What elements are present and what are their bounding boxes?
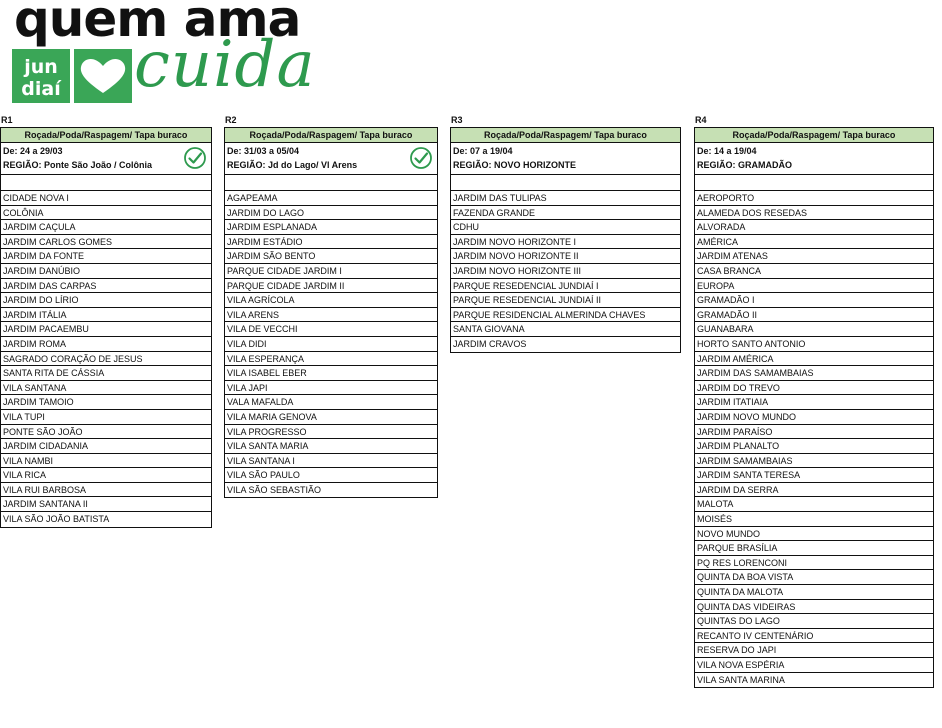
neighborhood-row: GRAMADÃO II [695,308,933,323]
neighborhood-row: ALAMEDA DOS RESEDAS [695,206,933,221]
neighborhood-row: JARDIM DO LAGO [225,206,437,221]
blank-row [1,175,211,191]
region-name: REGIÃO: NOVO HORIZONTE [453,160,577,170]
neighborhood-row: JARDIM SANTA TERESA [695,468,933,483]
neighborhood-row: FAZENDA GRANDE [451,206,680,221]
neighborhood-row: JARDIM DAS TULIPAS [451,191,680,206]
jundiai-badge [12,49,132,103]
neighborhood-row: JARDIM DAS CARPAS [1,279,211,294]
neighborhood-row: JARDIM DO LÍRIO [1,293,211,308]
neighborhood-row: COLÔNIA [1,206,211,221]
neighborhood-row: MALOTA [695,497,933,512]
neighborhood-row: VILA AGRÍCOLA [225,293,437,308]
blank-row [225,175,437,191]
neighborhood-row: JARDIM ITÁLIA [1,308,211,323]
neighborhood-row: PARQUE CIDADE JARDIM I [225,264,437,279]
neighborhood-row: VILA ESPERANÇA [225,352,437,367]
neighborhood-row: VILA DE VECCHI [225,322,437,337]
neighborhood-row: CASA BRANCA [695,264,933,279]
neighborhood-row: JARDIM ITATIAIA [695,395,933,410]
neighborhood-row: JARDIM SAMAMBAIAS [695,454,933,469]
neighborhood-row: PARQUE BRASÍLIA [695,541,933,556]
region-label: R4 [695,115,707,125]
date-range: De: 14 a 19/04 [697,146,757,156]
neighborhood-row: PQ RES LORENCONI [695,556,933,571]
neighborhood-row: JARDIM ESTÁDIO [225,235,437,250]
neighborhood-row: JARDIM ATENAS [695,249,933,264]
neighborhood-row: GRAMADÃO I [695,293,933,308]
neighborhood-row: VILA SANTA MARIA [225,439,437,454]
date-range: De: 07 a 19/04 [453,146,513,156]
neighborhood-row: AGAPEAMA [225,191,437,206]
neighborhood-row: JARDIM SANTANA II [1,497,211,512]
schedule-table [450,127,681,353]
neighborhood-row: NOVO MUNDO [695,527,933,542]
neighborhood-row: VILA SANTA MARINA [697,674,785,685]
neighborhood-row: JARDIM TAMOIO [1,395,211,410]
blank-row [695,175,933,191]
neighborhood-row: JARDIM AMÉRICA [695,352,933,367]
schedule-meta [225,143,437,175]
neighborhood-row: QUINTAS DO LAGO [695,614,933,629]
neighborhood-row: JARDIM CIDADANIA [1,439,211,454]
neighborhood-row: JARDIM NOVO HORIZONTE I [451,235,680,250]
neighborhood-row: VILA SANTANA [1,381,211,396]
neighborhood-row: SANTA RITA DE CÁSSIA [1,366,211,381]
neighborhood-row: AMÉRICA [695,235,933,250]
neighborhood-row: VILA RUI BARBOSA [1,483,211,498]
neighborhood-row: PARQUE CIDADE JARDIM II [225,279,437,294]
neighborhood-row: JARDIM NOVO HORIZONTE III [451,264,680,279]
neighborhood-row: VILA ISABEL EBER [225,366,437,381]
schedule-table [0,127,212,528]
schedule-meta [1,143,211,175]
neighborhood-row: ALVORADA [695,220,933,235]
neighborhood-row: PARQUE RESEDENCIAL JUNDIAÍ I [451,279,680,294]
neighborhood-row: AEROPORTO [695,191,933,206]
neighborhood-row: VILA SANTANA I [225,454,437,469]
neighborhood-row: EUROPA [695,279,933,294]
neighborhood-row: JARDIM CARLOS GOMES [1,235,211,250]
neighborhood-row: VILA ARENS [225,308,437,323]
neighborhood-row: VILA NAMBI [1,454,211,469]
neighborhood-row: JARDIM DANÚBIO [1,264,211,279]
logo-script-word: cuida [134,28,316,102]
schedule-meta [451,143,680,175]
neighborhood-row: VILA MARIA GENOVA [225,410,437,425]
neighborhood-row: JARDIM CRAVOS [453,338,527,349]
neighborhood-list [695,191,933,687]
neighborhood-row: JARDIM PARAÍSO [695,425,933,440]
date-range: De: 31/03 a 05/04 [227,146,300,156]
neighborhood-row: VILA TUPI [1,410,211,425]
neighborhood-row: SAGRADO CORAÇÃO DE JESUS [1,352,211,367]
region-label: R2 [225,115,237,125]
neighborhood-row: QUINTA DA MALOTA [695,585,933,600]
neighborhood-row: JARDIM DA SERRA [695,483,933,498]
check-circle-icon [183,146,207,170]
neighborhood-row: RESERVA DO JAPI [695,643,933,658]
neighborhood-row: PARQUE RESIDENCIAL ALMERINDA CHAVES [451,308,680,323]
service-title: Roçada/Poda/Raspagem/ Tapa buraco [225,128,437,143]
neighborhood-row: JARDIM DAS SAMAMBAIAS [695,366,933,381]
neighborhood-row: VILA SÃO JOÃO BATISTA [3,514,110,525]
schedule-table [224,127,438,498]
region-name: REGIÃO: Ponte São João / Colônia [3,160,153,170]
neighborhood-row: JARDIM CAÇULA [1,220,211,235]
region-name: REGIÃO: GRAMADÃO [697,160,792,170]
neighborhood-row: JARDIM PLANALTO [695,439,933,454]
neighborhood-row: RECANTO IV CENTENÁRIO [695,629,933,644]
badge-text-jun: jun [24,56,58,78]
neighborhood-row: VILA JAPI [225,381,437,396]
neighborhood-row: PARQUE RESEDENCIAL JUNDIAÍ II [451,293,680,308]
neighborhood-row: CDHU [451,220,680,235]
region-label: R1 [1,115,13,125]
neighborhood-row: VILA DIDI [225,337,437,352]
schedule-table [694,127,934,688]
neighborhood-row: VALA MAFALDA [225,395,437,410]
neighborhood-row: VILA PROGRESSO [225,425,437,440]
neighborhood-row: QUINTA DA BOA VISTA [695,570,933,585]
neighborhood-row: JARDIM DA FONTE [1,249,211,264]
neighborhood-row: VILA SÃO PAULO [225,468,437,483]
quem-ama-cuida-logo [6,0,386,112]
check-circle-icon [409,146,433,170]
blank-row [451,175,680,191]
neighborhood-row: JARDIM DO TREVO [695,381,933,396]
neighborhood-list [225,191,437,497]
neighborhood-row: JARDIM ROMA [1,337,211,352]
neighborhood-list [1,191,211,527]
neighborhood-list [451,191,680,352]
badge-text-diai: diaí [21,78,61,100]
region-name: REGIÃO: Jd do Lago/ Vl Arens [227,160,358,170]
date-range: De: 24 a 29/03 [3,146,63,156]
service-title: Roçada/Poda/Raspagem/ Tapa buraco [451,128,680,143]
neighborhood-row: PONTE SÃO JOÃO [1,425,211,440]
neighborhood-row: MOISÉS [695,512,933,527]
neighborhood-row: QUINTA DAS VIDEIRAS [695,600,933,615]
neighborhood-row: JARDIM SÃO BENTO [225,249,437,264]
neighborhood-row: JARDIM NOVO MUNDO [695,410,933,425]
neighborhood-row: GUANABARA [695,322,933,337]
neighborhood-row: HORTO SANTO ANTONIO [695,337,933,352]
neighborhood-row: JARDIM PACAEMBU [1,322,211,337]
service-title: Roçada/Poda/Raspagem/ Tapa buraco [695,128,933,143]
schedule-meta [695,143,933,175]
neighborhood-row: SANTA GIOVANA [451,322,680,337]
neighborhood-row: VILA SÃO SEBASTIÃO [227,484,322,495]
neighborhood-row: VILA NOVA ESPÉRIA [695,658,933,673]
neighborhood-row: JARDIM ESPLANADA [225,220,437,235]
region-label: R3 [451,115,463,125]
neighborhood-row: JARDIM NOVO HORIZONTE II [451,249,680,264]
neighborhood-row: CIDADE NOVA I [1,191,211,206]
logo-headline: quem ama [14,0,301,48]
service-title: Roçada/Poda/Raspagem/ Tapa buraco [1,128,211,143]
neighborhood-row: VILA RICA [1,468,211,483]
